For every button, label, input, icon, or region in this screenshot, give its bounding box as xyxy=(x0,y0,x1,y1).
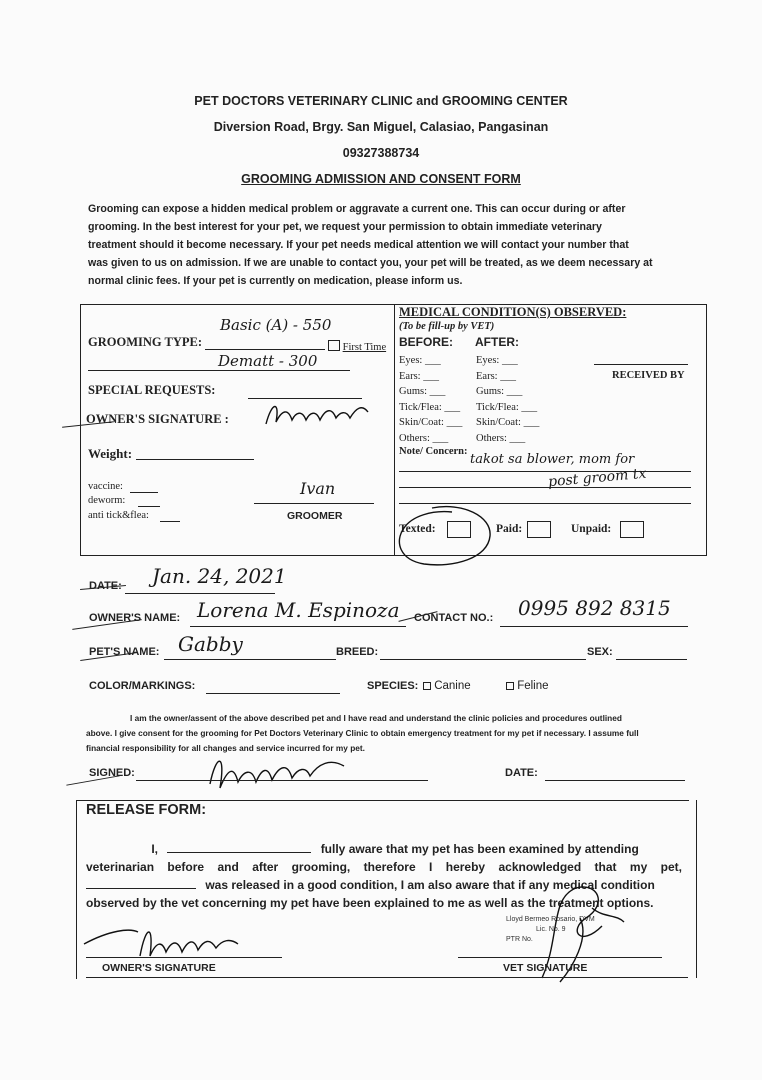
species-label: SPECIES: xyxy=(367,680,419,692)
deworm-line xyxy=(138,506,160,507)
intro-paragraph xyxy=(88,200,692,290)
after-item: Tick/Flea: ___ xyxy=(476,401,538,413)
note-value-2: post groom tx xyxy=(547,465,647,491)
color-line xyxy=(206,693,340,694)
weight-label: Weight: xyxy=(88,446,133,461)
owner-release-sig-label: OWNER'S SIGNATURE xyxy=(102,962,216,974)
stamp-line: PTR No. xyxy=(506,936,533,943)
canine-label: Canine xyxy=(434,680,471,692)
unpaid-checkbox[interactable] xyxy=(620,521,644,538)
date-line xyxy=(125,593,275,594)
consent-date-label: DATE: xyxy=(505,767,538,779)
after-item: Others: ___ xyxy=(476,432,526,444)
intro-line: treatment should it become necessary. If your pet needs medical attention we will contact your number that xyxy=(88,239,629,251)
unpaid-label: Unpaid: xyxy=(571,523,612,535)
special-requests-label: SPECIAL REQUESTS: xyxy=(88,383,216,397)
consent-paragraph xyxy=(86,711,692,756)
feline-option[interactable] xyxy=(506,680,549,692)
before-label: BEFORE: xyxy=(399,335,453,349)
first-time-checkbox[interactable] xyxy=(328,340,386,353)
before-item: Skin/Coat: ___ xyxy=(399,417,463,429)
clinic-phone: 09327388734 xyxy=(342,146,420,160)
medical-title: MEDICAL CONDITION(S) OBSERVED: xyxy=(399,305,627,319)
received-by-label: RECEIVED BY xyxy=(612,370,685,381)
signed-line xyxy=(136,780,428,781)
vet-sig-label: VET SIGNATURE xyxy=(503,962,588,974)
texted-circle xyxy=(392,502,496,570)
consent-line: above. I give consent for the grooming for Pet Doctors Veterinary Clinic to obtain emergency treatment for my pet if necessary. I assume full xyxy=(86,728,639,738)
stamp-line: Lic. No. 9 xyxy=(536,926,566,933)
feline-label: Feline xyxy=(517,680,549,692)
note-label: Note/ Concern: xyxy=(399,446,468,457)
release-pet-blank[interactable] xyxy=(86,876,196,889)
release-bottom-line xyxy=(86,977,688,978)
owner-name-value: Lorena M. Espinoza xyxy=(197,598,400,622)
before-item: Gums: ___ xyxy=(399,386,446,398)
groomer-line xyxy=(254,503,374,504)
after-item: Eyes: ___ xyxy=(476,355,518,366)
intro-line: was given to us on admission. If we are unable to contact you, your pet will be treated, as we deem necessary at xyxy=(88,257,653,269)
sex-label: SEX: xyxy=(587,646,613,658)
release-name-blank[interactable] xyxy=(167,840,311,853)
consent-date-line xyxy=(545,780,685,781)
release-title: RELEASE FORM: xyxy=(86,802,207,818)
after-item: Gums: ___ xyxy=(476,386,523,398)
groomer-label: GROOMER xyxy=(287,510,343,522)
grooming-type-value-2: Dematt - 300 xyxy=(218,352,318,370)
before-items xyxy=(399,353,462,447)
vet-sig-line xyxy=(458,957,662,958)
owner-signature-label: OWNER'S SIGNATURE : xyxy=(86,412,229,426)
first-time-label: First Time xyxy=(342,342,387,353)
owner-release-signature-scribble xyxy=(80,918,250,968)
after-item: Skin/Coat: ___ xyxy=(476,417,540,429)
release-i: I, xyxy=(151,842,158,856)
consent-line: financial responsibility for all changes and service incurred for my pet. xyxy=(86,743,365,753)
sex-line xyxy=(616,659,687,660)
consent-line: I am the owner/assent of the above described pet and I have read and understand the clinic policies and procedures outlined xyxy=(130,713,622,723)
signed-signature-scribble xyxy=(206,748,356,796)
before-item: Others: ___ xyxy=(399,432,449,444)
before-item: Tick/Flea: ___ xyxy=(399,401,461,413)
after-items xyxy=(476,353,539,447)
vaccine-label: vaccine: xyxy=(88,481,123,492)
weight-line xyxy=(136,459,254,460)
color-label: COLOR/MARKINGS: xyxy=(89,680,196,692)
breed-label: BREED: xyxy=(336,646,379,658)
breed-line xyxy=(380,659,586,660)
after-label: AFTER: xyxy=(475,335,519,349)
intro-line: normal clinic fees. If your pet is currently on medication, please inform us. xyxy=(88,275,463,287)
medical-subtitle: (To be fill-up by VET) xyxy=(399,321,495,332)
clinic-address: Diversion Road, Brgy. San Miguel, Calasiao, Pangasinan xyxy=(213,120,549,134)
note-line-1 xyxy=(399,471,691,472)
pet-name-line xyxy=(164,659,336,660)
release-right-border xyxy=(696,800,697,978)
stamp-line: Lloyd Bermeo Rosario, DVM xyxy=(506,916,595,923)
form-title: GROOMING ADMISSION AND CONSENT FORM xyxy=(241,172,521,186)
pet-name-label: PET'S NAME: xyxy=(89,646,160,658)
intro-line: Grooming can expose a hidden medical problem or aggravate a current one. This can occur during or after xyxy=(88,203,626,215)
pet-name-value: Gabby xyxy=(178,632,243,656)
date-label: DATE: xyxy=(89,580,122,592)
before-item: Ears: ___ xyxy=(399,370,439,382)
clinic-name: PET DOCTORS VETERINARY CLINIC and GROOMING CENTER xyxy=(194,94,568,108)
contact-value: 0995 892 8315 xyxy=(518,596,671,620)
before-item: Eyes: ___ xyxy=(399,355,441,366)
owner-name-line xyxy=(190,626,406,627)
grooming-type-label: GROOMING TYPE: xyxy=(88,335,203,349)
anti-tick-label: anti tick&flea: xyxy=(88,510,149,521)
owner-signature-scribble xyxy=(262,396,374,436)
owner-name-label: OWNER'S NAME: xyxy=(89,612,181,624)
intro-line: grooming. In the best interest for your pet, we request your permission to obtain immediate veterinary xyxy=(88,221,602,233)
paid-label: Paid: xyxy=(496,523,523,535)
texted-label: Texted: xyxy=(399,523,436,535)
grooming-type-value-1: Basic (A) - 550 xyxy=(220,316,332,334)
release-line-4: observed by the vet concerning my pet have been explained to me as well as the treatment options. xyxy=(86,896,654,910)
release-p1-end: fully aware that my pet has been examined by attending xyxy=(320,842,639,856)
release-line-2: veterinarian before and after grooming, therefore I hereby acknowledged that my pet, xyxy=(86,860,682,874)
vaccine-line xyxy=(130,492,158,493)
grooming-type-line xyxy=(205,349,325,350)
owner-release-sig-line xyxy=(86,957,282,958)
signed-label: SIGNED: xyxy=(89,767,135,779)
note-value-1: takot sa blower, mom for xyxy=(470,452,635,467)
release-line-1 xyxy=(86,840,682,858)
date-value: Jan. 24, 2021 xyxy=(152,564,287,588)
contact-label: CONTACT NO.: xyxy=(414,612,494,624)
grooming-type-line-2 xyxy=(88,370,350,371)
paid-checkbox[interactable] xyxy=(527,521,551,538)
after-item: Ears: ___ xyxy=(476,370,516,382)
canine-option[interactable] xyxy=(423,680,471,692)
deworm-label: deworm: xyxy=(88,495,126,506)
note-line-2 xyxy=(399,487,691,488)
groomer-value: Ivan xyxy=(300,479,336,498)
release-p3: was released in a good condition, I am also aware that if any medical condition xyxy=(205,878,655,892)
received-by-line xyxy=(594,364,688,365)
anti-tick-line xyxy=(160,521,180,522)
contact-line xyxy=(500,626,688,627)
